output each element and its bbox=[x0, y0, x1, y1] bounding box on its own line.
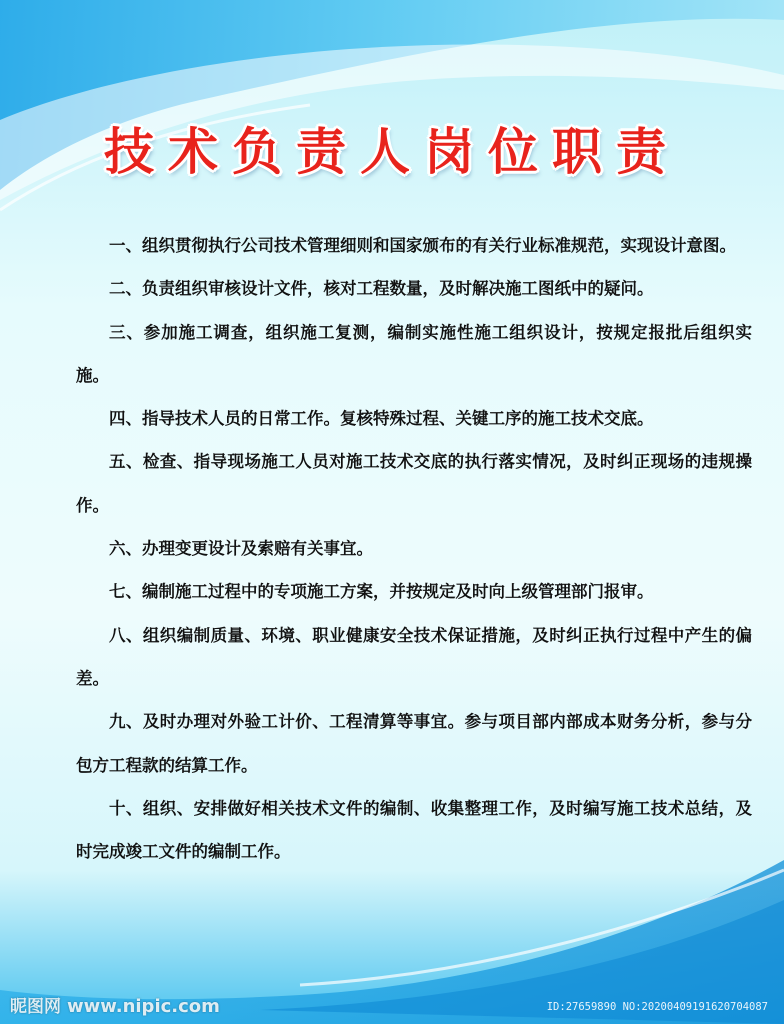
duty-item: 一、组织贯彻执行公司技术管理细则和国家颁布的有关行业标准规范，实现设计意图。 bbox=[109, 236, 736, 255]
page-title: 技术负责人岗位职责 bbox=[104, 122, 680, 181]
duty-item: 六、办理变更设计及索赔有关事宜。 bbox=[109, 539, 373, 559]
duty-item: 二、负责组织审核设计文件，核对工程数量，及时解决施工图纸中的疑问。 bbox=[109, 279, 654, 299]
watermark-url: www.nipic.com bbox=[67, 996, 220, 1017]
duty-item: 四、指导技术人员的日常工作。复核特殊过程、关键工序的施工技术交底。 bbox=[109, 409, 654, 429]
duties-list bbox=[76, 224, 752, 873]
duty-item: 五、检查、指导现场施工人员对施工技术交底的执行落实情况，及时纠正现场的违规操作。 bbox=[76, 452, 752, 515]
watermark-id: ID:27659890 NO:20200409191620704087 bbox=[546, 1001, 768, 1013]
watermark-bar bbox=[0, 990, 784, 1024]
duty-item: 七、编制施工过程中的专项施工方案，并按规定及时向上级管理部门报审。 bbox=[109, 582, 654, 602]
duty-item: 三、参加施工调查，组织施工复测，编制实施性施工组织设计，按规定报批后组织实施。 bbox=[76, 322, 752, 385]
duty-item: 九、及时办理对外验工计价、工程清算等事宜。参与项目部内部成本财务分析，参与分包方工程款的结算工作。 bbox=[76, 712, 752, 775]
watermark-logo-text: 昵图网 bbox=[10, 997, 61, 1017]
watermark-logo bbox=[10, 990, 220, 1024]
duty-item: 十、组织、安排做好相关技术文件的编制、收集整理工作，及时编写施工技术总结，及时完成竣工文件的编制工作。 bbox=[76, 798, 752, 862]
duty-item: 八、组织编制质量、环境、职业健康安全技术保证措施，及时纠正执行过程中产生的偏差。 bbox=[76, 625, 752, 688]
